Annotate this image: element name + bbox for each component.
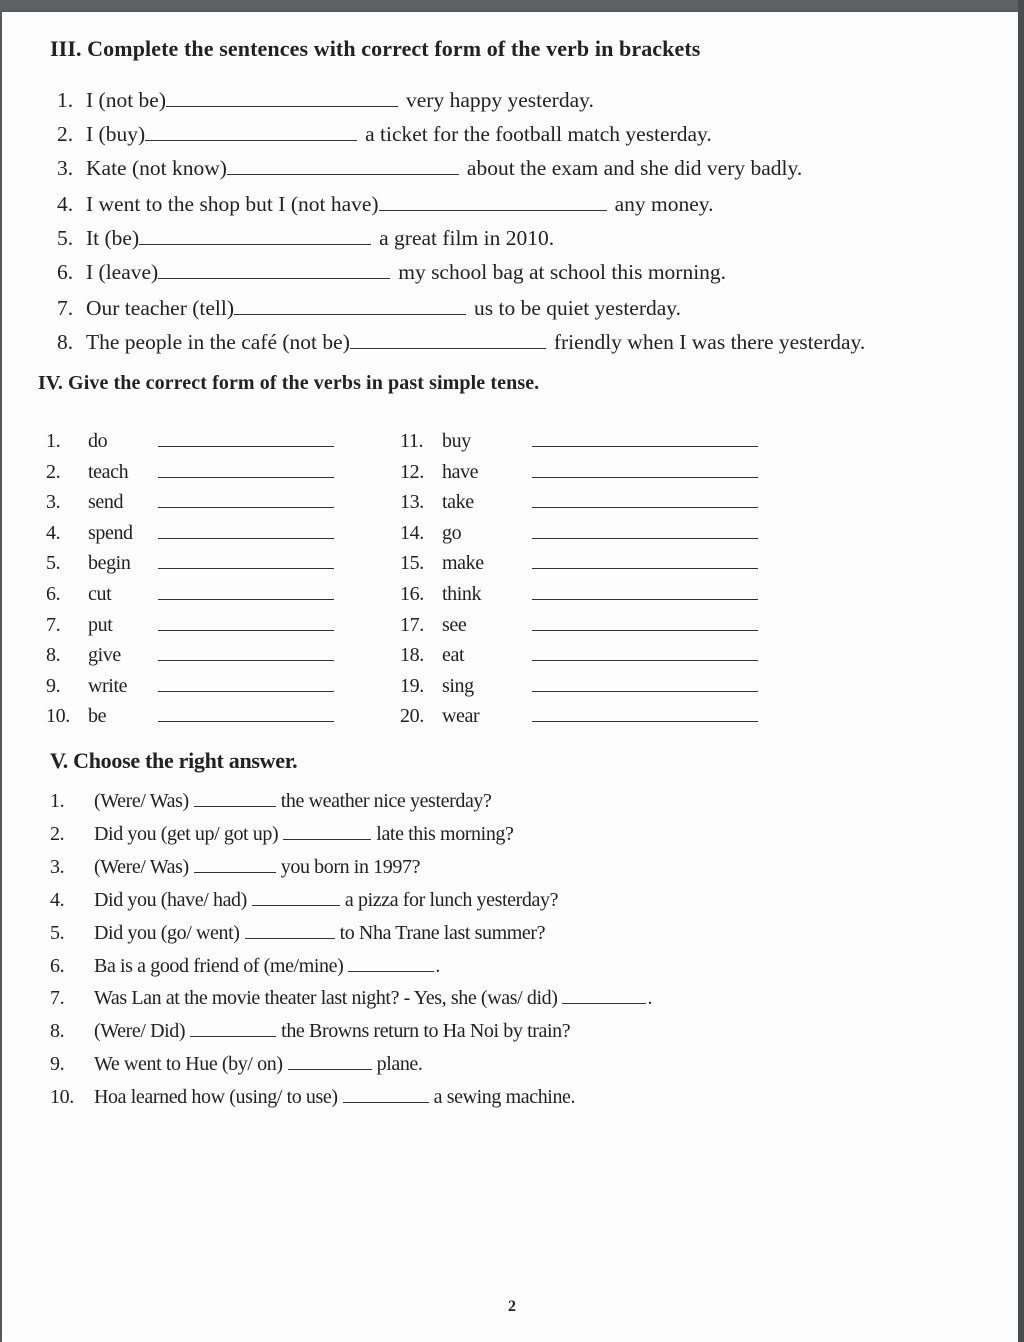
- answer-blank[interactable]: [166, 90, 398, 107]
- item-prompt: Ba is a good friend of (me/mine): [94, 954, 344, 977]
- item-prompt: The people in the café (not be): [86, 330, 350, 354]
- answer-blank[interactable]: [158, 262, 390, 279]
- answer-blank[interactable]: [379, 194, 607, 211]
- item-continuation: a great film in 2010.: [379, 226, 555, 250]
- answer-blank[interactable]: [194, 856, 276, 873]
- item-prompt: It (be): [86, 226, 140, 250]
- answer-blank[interactable]: [532, 507, 758, 508]
- item-continuation: very happy yesterday.: [406, 88, 594, 112]
- item-prompt: Did you (get up/ got up): [94, 822, 279, 845]
- verb-base-form: put: [88, 613, 113, 636]
- item-continuation: .: [647, 987, 653, 1010]
- verb-base-form: spend: [88, 521, 133, 544]
- item-prompt: Kate (not know): [86, 156, 227, 180]
- item-number: 6.: [57, 260, 74, 284]
- scrollbar-edge: [1018, 0, 1024, 1342]
- answer-blank[interactable]: [532, 599, 758, 600]
- item-prompt: I (not be): [86, 88, 166, 112]
- answer-blank[interactable]: [158, 568, 334, 569]
- item-number: 7.: [57, 296, 74, 320]
- verb-number: 6.: [46, 583, 61, 605]
- exercise-3-item: [57, 88, 594, 113]
- item-continuation: you born in 1997?: [280, 855, 421, 878]
- item-number: 4.: [57, 192, 74, 216]
- item-prompt: I (leave): [86, 260, 159, 284]
- verb-number: 16.: [400, 583, 424, 605]
- verb-number: 15.: [400, 552, 424, 575]
- item-prompt: Our teacher (tell): [86, 296, 235, 320]
- verb-number: 20.: [400, 705, 424, 728]
- verb-base-form: wear: [442, 705, 480, 728]
- verb-number: 14.: [400, 521, 424, 544]
- item-number: 8.: [50, 1020, 65, 1043]
- answer-blank[interactable]: [532, 630, 758, 631]
- exercise-3-item: [57, 226, 554, 251]
- answer-blank[interactable]: [145, 124, 357, 141]
- answer-blank[interactable]: [227, 158, 459, 175]
- answer-blank[interactable]: [158, 630, 334, 631]
- verb-base-form: sing: [442, 674, 474, 697]
- verb-number: 11.: [400, 430, 424, 452]
- item-number: 4.: [50, 888, 65, 911]
- item-number: 5.: [57, 226, 74, 250]
- exercise-3-item: [57, 122, 712, 147]
- item-continuation: a sewing machine.: [433, 1086, 576, 1109]
- verb-base-form: have: [442, 460, 479, 483]
- answer-blank[interactable]: [245, 922, 335, 939]
- item-prompt: (Were/ Was): [94, 790, 189, 812]
- page-number: 2: [508, 1298, 516, 1315]
- answer-blank[interactable]: [532, 568, 758, 569]
- item-continuation: the weather nice yesterday?: [280, 790, 492, 812]
- verb-number: 3.: [46, 491, 61, 514]
- verb-number: 12.: [400, 460, 424, 483]
- item-prompt: We went to Hue (by/ on): [94, 1053, 283, 1076]
- verb-base-form: see: [442, 613, 467, 636]
- answer-blank[interactable]: [190, 1020, 276, 1037]
- item-number: 6.: [50, 954, 65, 977]
- exercise-3-item: [57, 330, 865, 355]
- answer-blank[interactable]: [532, 660, 758, 661]
- item-number: 1.: [50, 790, 65, 812]
- verb-base-form: teach: [88, 460, 129, 483]
- item-number: 2.: [50, 822, 65, 845]
- item-number: 8.: [57, 330, 74, 354]
- answer-blank[interactable]: [158, 507, 334, 508]
- item-number: 3.: [50, 855, 65, 878]
- verb-base-form: go: [442, 521, 462, 544]
- answer-blank[interactable]: [343, 1086, 429, 1103]
- exercise-3-item: [57, 260, 726, 285]
- verb-base-form: eat: [442, 644, 465, 667]
- answer-blank[interactable]: [234, 298, 466, 315]
- answer-blank[interactable]: [288, 1053, 372, 1070]
- answer-blank[interactable]: [532, 446, 758, 447]
- item-number: 9.: [50, 1053, 65, 1076]
- verb-number: 4.: [46, 521, 61, 544]
- answer-blank[interactable]: [562, 987, 646, 1004]
- verb-number: 19.: [400, 674, 424, 697]
- answer-blank[interactable]: [194, 790, 276, 807]
- item-continuation: a pizza for lunch yesterday?: [344, 888, 559, 911]
- item-number: 7.: [50, 987, 65, 1010]
- verb-number: 1.: [46, 430, 61, 452]
- verb-number: 17.: [400, 613, 424, 636]
- section-4-title: IV. Give the correct form of the verbs in past simple tense.: [38, 372, 540, 394]
- verb-number: 7.: [46, 613, 61, 636]
- section-3-title: III. Complete the sentences with correct form of the verb in brackets: [50, 36, 701, 61]
- answer-blank[interactable]: [348, 955, 434, 972]
- answer-blank[interactable]: [532, 477, 758, 478]
- answer-blank[interactable]: [158, 660, 334, 661]
- item-continuation: to Nha Trane last summer?: [339, 921, 546, 944]
- verb-number: 9.: [46, 674, 61, 697]
- item-continuation: my school bag at school this morning.: [398, 260, 727, 284]
- verb-base-form: send: [88, 491, 124, 514]
- verb-base-form: take: [442, 491, 474, 514]
- verb-number: 8.: [46, 644, 61, 667]
- verb-number: 10.: [46, 705, 70, 728]
- verb-base-form: write: [88, 674, 128, 697]
- verb-base-form: be: [88, 705, 107, 728]
- answer-blank[interactable]: [532, 691, 758, 692]
- item-continuation: late this morning?: [376, 822, 514, 845]
- item-prompt: Did you (go/ went): [94, 921, 240, 944]
- item-prompt: Hoa learned how (using/ to use): [94, 1086, 338, 1109]
- verb-base-form: do: [88, 430, 108, 452]
- verb-base-form: buy: [442, 430, 471, 452]
- answer-blank[interactable]: [158, 691, 334, 692]
- item-prompt: (Were/ Did): [94, 1020, 186, 1043]
- item-number: 1.: [57, 88, 74, 112]
- item-number: 10.: [50, 1086, 74, 1109]
- item-number: 3.: [57, 156, 74, 180]
- item-prompt: Did you (have/ had): [94, 888, 247, 911]
- worksheet-page: [2, 12, 1018, 1342]
- verb-base-form: think: [442, 583, 482, 605]
- item-continuation: any money.: [614, 192, 714, 216]
- answer-blank[interactable]: [158, 477, 334, 478]
- answer-blank[interactable]: [252, 889, 340, 906]
- item-continuation: us to be quiet yesterday.: [474, 296, 682, 320]
- answer-blank[interactable]: [158, 538, 334, 539]
- answer-blank[interactable]: [158, 599, 334, 600]
- item-continuation: a ticket for the football match yesterday.: [365, 122, 712, 146]
- verb-base-form: begin: [88, 552, 131, 575]
- item-continuation: the Browns return to Ha Noi by train?: [281, 1020, 571, 1043]
- verb-number: 13.: [400, 491, 424, 514]
- verb-base-form: make: [442, 552, 484, 575]
- answer-blank[interactable]: [532, 721, 758, 722]
- item-number: 5.: [50, 921, 65, 944]
- answer-blank[interactable]: [350, 332, 546, 349]
- answer-blank[interactable]: [158, 446, 334, 447]
- item-continuation: friendly when I was there yesterday.: [553, 330, 866, 354]
- exercise-3-item: [57, 296, 681, 321]
- item-continuation: .: [435, 954, 440, 977]
- exercise-3-item: [57, 192, 714, 217]
- item-prompt: (Were/ Was): [94, 855, 189, 878]
- item-prompt: I (buy): [86, 122, 146, 146]
- answer-blank[interactable]: [139, 228, 371, 245]
- exercise-3-item: [57, 156, 802, 181]
- answer-blank[interactable]: [158, 721, 334, 722]
- verb-base-form: cut: [88, 583, 112, 605]
- verb-number: 2.: [46, 460, 61, 483]
- item-prompt: Was Lan at the movie theater last night? - Yes, she (was/ did): [94, 987, 558, 1010]
- answer-blank[interactable]: [532, 538, 758, 539]
- item-number: 2.: [57, 122, 74, 146]
- answer-blank[interactable]: [283, 823, 371, 840]
- item-continuation: about the exam and she did very badly.: [466, 156, 803, 180]
- verb-base-form: give: [88, 644, 121, 667]
- item-prompt: I went to the shop but I (not have): [86, 192, 379, 216]
- verb-number: 18.: [400, 644, 424, 667]
- verb-number: 5.: [46, 552, 61, 575]
- item-continuation: plane.: [376, 1053, 423, 1076]
- section-5-title: V. Choose the right answer.: [50, 748, 298, 773]
